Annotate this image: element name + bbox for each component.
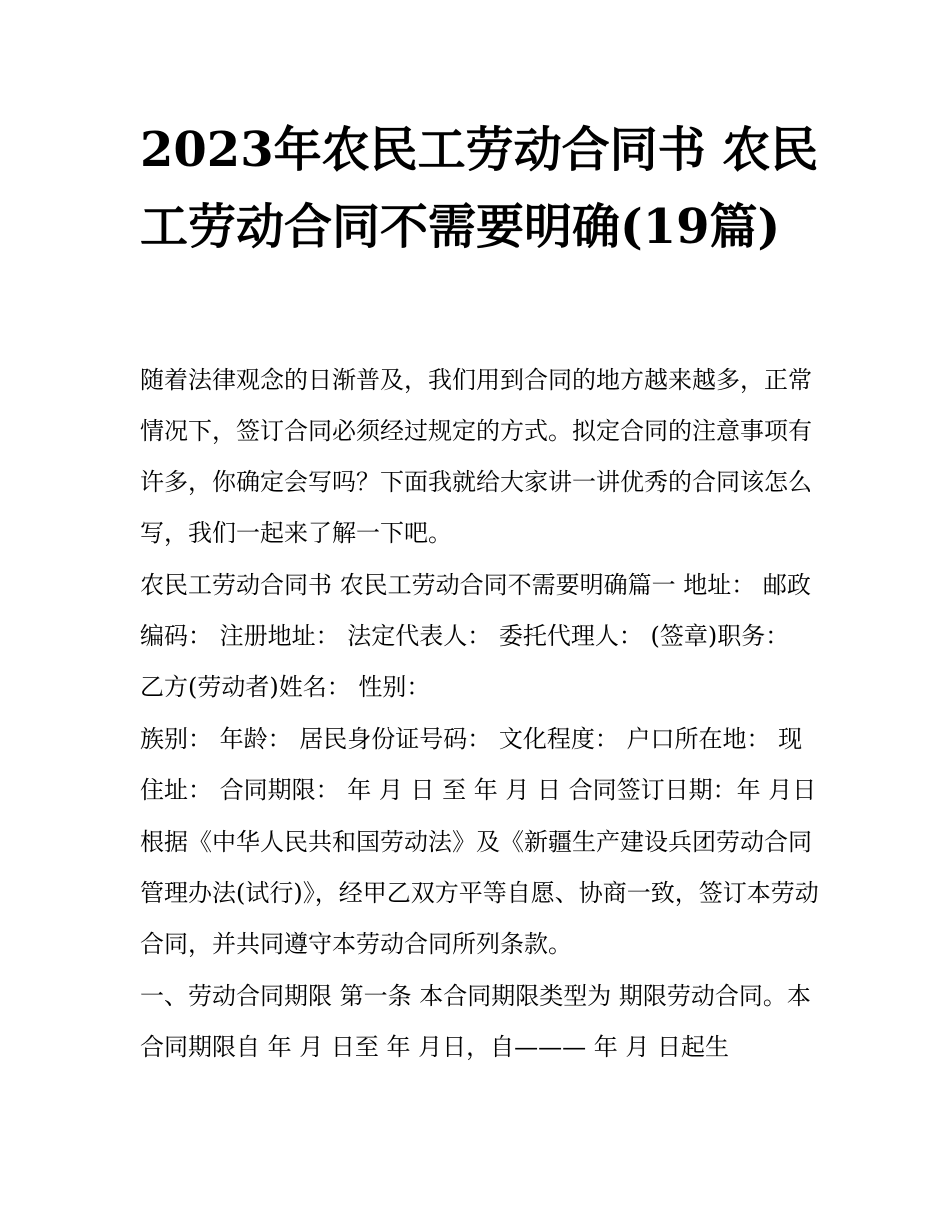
contract-header-paragraph: 农民工劳动合同书 农民工劳动合同不需要明确篇一 地址： 邮政编码： 注册地址： 法定代表人： 委托代理人： (签章)职务： 乙方(劳动者)姓名： 性别：: [140, 571, 811, 701]
legal-basis-paragraph: 根据《中华人民共和国劳动法》及《新疆生产建设兵团劳动合同管理办法(试行)》，经甲乙双方平等自愿、协商一致，签订本劳动合同，并共同遵守本劳动合同所列条款。: [140, 828, 819, 958]
document-body: [140, 355, 820, 1074]
contract-term-paragraph: 一、劳动合同期限 第一条 本合同期限类型为 期限劳动合同。本合同期限自 年 月 日至 年 月日，自——— 年 月 日起生: [140, 982, 811, 1061]
personal-info-paragraph: 族别： 年龄： 居民身份证号码： 文化程度： 户口所在地： 现住址： 合同期限： 年 月 日 至 年 月 日 合同签订日期：年 月日: [140, 725, 817, 804]
intro-paragraph: 随着法律观念的日渐普及，我们用到合同的地方越来越多，正常情况下，签订合同必须经过规定的方式。拟定合同的注意事项有许多，你确定会写吗？下面我就给大家讲一讲优秀的合同该怎么写，我们一起来了解一下吧。: [140, 366, 812, 547]
document-title: 2023年农民工劳动合同书 农民工劳动合同不需要明确(19篇): [140, 122, 819, 255]
